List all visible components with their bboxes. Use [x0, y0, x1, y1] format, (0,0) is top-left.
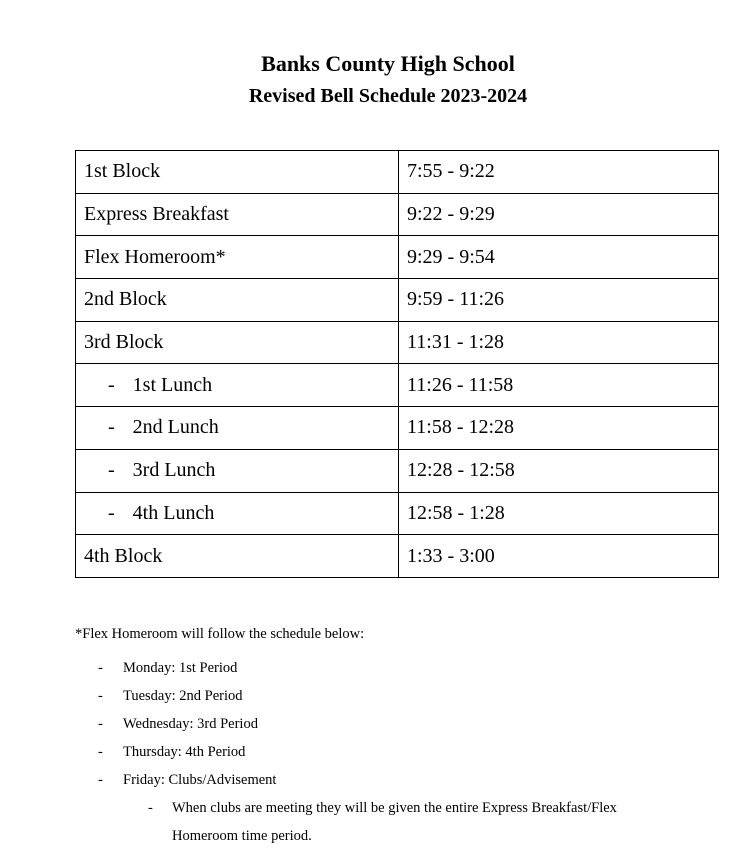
period-time-cell: 12:58 - 1:28 [399, 492, 719, 535]
nested-list-item [75, 799, 701, 817]
hyphen-bullet: - [98, 659, 103, 676]
period-label: 3rd Block [84, 331, 164, 354]
period-label-cell [76, 407, 399, 450]
list-item [75, 687, 701, 705]
table-row [76, 151, 719, 194]
period-label: 3rd Lunch [132, 459, 216, 482]
period-label: Flex Homeroom* [84, 245, 226, 268]
footnote-item-text: Tuesday: 2nd Period [123, 687, 243, 704]
flex-homeroom-footnote [75, 625, 701, 845]
period-time-cell: 9:59 - 11:26 [399, 279, 719, 322]
period-time-cell: 11:58 - 12:28 [399, 407, 719, 450]
bell-schedule-table [75, 150, 719, 578]
hyphen-bullet: - [108, 501, 115, 524]
period-label: 1st Block [84, 160, 161, 183]
footnote-item-text: Monday: 1st Period [123, 659, 238, 676]
table-row [76, 492, 719, 535]
hyphen-bullet: - [98, 771, 103, 788]
period-label: 4th Block [84, 544, 163, 567]
list-item [75, 715, 701, 733]
period-time-cell: 12:28 - 12:58 [399, 449, 719, 492]
footnote-item-text: Thursday: 4th Period [123, 743, 246, 760]
table-row [76, 321, 719, 364]
table-row [76, 236, 719, 279]
period-label-cell [76, 364, 399, 407]
hyphen-bullet: - [98, 715, 103, 732]
period-time-cell: 7:55 - 9:22 [399, 151, 719, 194]
list-item [75, 771, 701, 789]
nested-item-text-line1: When clubs are meeting they will be given the entire Express Breakfast/Flex [172, 799, 617, 816]
footnote-item-text: Wednesday: 3rd Period [123, 715, 258, 732]
period-label-cell [76, 236, 399, 279]
hyphen-bullet: - [108, 373, 115, 396]
period-label: 2nd Lunch [132, 416, 219, 439]
list-item [75, 659, 701, 677]
period-label-cell [76, 321, 399, 364]
document-header [75, 0, 701, 107]
table-row [76, 193, 719, 236]
hyphen-bullet: - [148, 799, 153, 816]
table-row [76, 535, 719, 578]
page-subtitle: Revised Bell Schedule 2023-2024 [248, 85, 528, 107]
period-label-cell [76, 151, 399, 194]
nested-item-text-line2: Homeroom time period. [172, 827, 312, 844]
document-page [75, 0, 701, 845]
period-time-cell: 9:29 - 9:54 [399, 236, 719, 279]
period-label: 1st Lunch [132, 373, 213, 396]
table-row [76, 364, 719, 407]
period-label-cell [76, 279, 399, 322]
period-label-cell [76, 193, 399, 236]
footnote-intro: *Flex Homeroom will follow the schedule below: [75, 625, 365, 642]
hyphen-bullet: - [98, 743, 103, 760]
period-label: 2nd Block [84, 288, 167, 311]
list-item [75, 743, 701, 761]
hyphen-bullet: - [98, 687, 103, 704]
table-row [76, 407, 719, 450]
period-label: 4th Lunch [132, 501, 215, 524]
period-time-cell: 11:31 - 1:28 [399, 321, 719, 364]
page-title: Banks County High School [261, 51, 515, 76]
period-time-cell: 11:26 - 11:58 [399, 364, 719, 407]
hyphen-bullet: - [108, 459, 115, 482]
table-row [76, 449, 719, 492]
period-time-cell: 9:22 - 9:29 [399, 193, 719, 236]
footnote-item-text: Friday: Clubs/Advisement [123, 771, 277, 788]
period-label-cell [76, 449, 399, 492]
period-time-cell: 1:33 - 3:00 [399, 535, 719, 578]
period-label: Express Breakfast [84, 203, 229, 226]
hyphen-bullet: - [108, 416, 115, 439]
period-label-cell [76, 535, 399, 578]
period-label-cell [76, 492, 399, 535]
table-row [76, 279, 719, 322]
